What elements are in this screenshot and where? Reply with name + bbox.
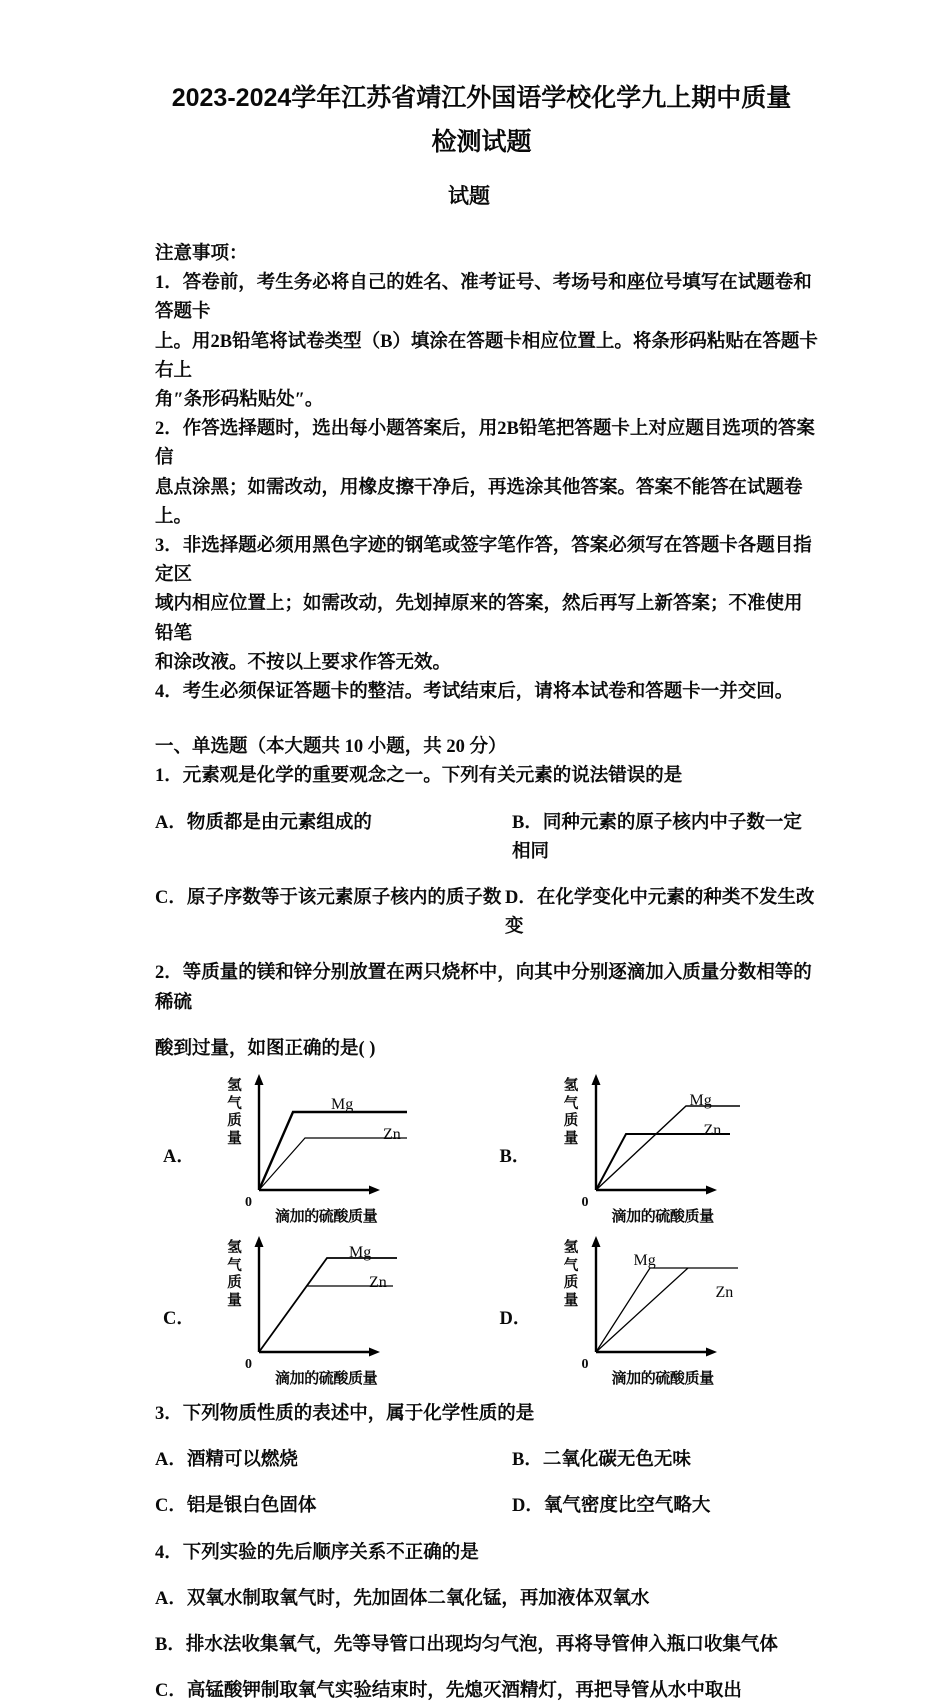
notice-line: 域内相应位置上；如需改动，先划掉原来的答案，然后再写上新答案；不准使用铅笔 [155,594,803,644]
question-3-option-b[interactable]: B．二氧化碳无色无味 [512,1450,691,1471]
graph-a-letter: A． [163,1146,195,1167]
graph-a-plot [197,1072,465,1224]
graph-d-series-label-mg: Mg [633,1252,656,1270]
graph-option-d[interactable] [482,1234,819,1386]
graph-c-series-label-zn: Zn [369,1274,387,1292]
question-1-options-row-1 [155,809,818,867]
question-3-options-row-2 [155,1492,818,1521]
question-4-option-c[interactable]: C．高锰酸钾制取氧气实验结束时，先熄灭酒精灯，再把导管从水中取出 [155,1681,742,1702]
graph-d-y-axis-label: 氢气质量 [563,1240,579,1309]
graph-a-x-axis-label: 滴加的硫酸质量 [275,1208,378,1226]
question-2-stem-line-2: 酸到过量，如图正确的是( ) [155,1038,376,1059]
notice-line: 上。用2B铅笔将试卷类型（B）填涂在答题卡相应位置上。将条形码粘贴在答题卡右上 [155,331,818,381]
graph-c-series-label-mg: Mg [349,1244,372,1262]
graph-a-y-axis-label: 氢气质量 [227,1078,242,1147]
graph-b-letter: B． [499,1146,531,1167]
question-1-options-row-2 [155,884,818,942]
document-body [0,240,950,1707]
graph-c-letter: C． [163,1308,195,1329]
question-1-option-a[interactable]: A．物质都是由元素组成的 [155,812,372,833]
graph-c-y-axis-label: 氢气质量 [227,1240,242,1309]
notice-line: 2．作答选择题时，选出每小题答案后，用2B铅笔把答题卡上对应题目选项的答案信 [155,419,815,469]
graph-option-b[interactable] [482,1072,819,1224]
section-heading-single-choice: 一、单选题（本大题共 10 小题，共 20 分） [155,737,507,758]
question-3-option-a[interactable]: A．酒精可以燃烧 [155,1450,298,1471]
graph-c-x-axis-label: 滴加的硫酸质量 [275,1370,378,1388]
question-1-option-b[interactable]: B．同种元素的原子核内中子数一定相同 [512,812,802,862]
question-4-stem: 4．下列实验的先后顺序关系不正确的是 [155,1542,479,1563]
notice-line: 角″条形码粘贴处″。 [155,390,324,411]
question-2-stem-line-1: 2．等质量的镁和锌分别放置在两只烧杯中，向其中分别逐滴加入质量分数相等的稀硫 [155,963,812,1013]
graph-b-origin-label: 0 [581,1195,589,1211]
notice-line: 息点涂黑；如需改动，用橡皮擦干净后，再选涂其他答案。答案不能答在试题卷上。 [155,477,803,527]
question-4-option-b[interactable]: B．排水法收集氧气，先等导管口出现均匀气泡，再将导管伸入瓶口收集气体 [155,1635,778,1656]
page-title: 2023-2024学年江苏省靖江外国语学校化学九上期中质量检测试题 [171,84,792,156]
notice-line: 4．考生必须保证答题卡的整洁。考试结束后，请将本试卷和答题卡一并交回。 [155,682,794,703]
question-1-option-c[interactable]: C．原子序数等于该元素原子核内的质子数 [155,888,502,909]
question-1-option-d[interactable]: D．在化学变化中元素的种类不发生改变 [505,888,815,938]
notice-heading: 注意事项： [155,244,248,264]
graph-c-origin-label: 0 [245,1357,252,1373]
question-3-option-c[interactable]: C．铝是银白色固体 [155,1496,317,1517]
graph-a-origin-label: 0 [245,1195,252,1211]
graph-b-plot [534,1072,802,1224]
question-3-stem: 3．下列物质性质的表述中，属于化学性质的是 [155,1404,535,1425]
page-subtitle: 试题 [448,185,490,208]
notice-line: 3．非选择题必须用黑色字迹的钢笔或签字笔作答，答案必须写在答题卡各题目指定区 [155,536,812,586]
question-1-stem: 1．元素观是化学的重要观念之一。下列有关元素的说法错误的是 [155,766,683,787]
question-4-option-a[interactable]: A．双氧水制取氧气时，先加固体二氧化锰，再加液体双氧水 [155,1588,650,1609]
graph-d-origin-label: 0 [581,1357,589,1373]
graph-d-letter: D． [499,1308,532,1329]
graph-row-bottom [155,1234,818,1386]
graph-option-c[interactable] [155,1234,482,1386]
spacer [155,707,818,733]
graph-b-x-axis-label: 滴加的硫酸质量 [611,1208,714,1226]
graph-d-series-label-zn: Zn [715,1284,734,1302]
graph-d-plot [534,1234,802,1386]
notice-line: 和涂改液。不按以上要求作答无效。 [155,652,452,673]
graph-b-y-axis-label: 氢气质量 [563,1078,579,1147]
graph-option-a[interactable] [155,1072,482,1224]
question-2-graph-grid [155,1072,818,1386]
graph-a-series-label-zn: Zn [383,1126,401,1144]
question-3-options-row-1 [155,1446,818,1475]
graph-b-series-label-mg: Mg [689,1092,712,1110]
graph-row-top [155,1072,818,1224]
graph-a-series-label-mg: Mg [331,1096,354,1114]
graph-c-plot [197,1234,465,1386]
graph-b-series-label-zn: Zn [703,1122,722,1140]
question-3-option-d[interactable]: D．氧气密度比空气略大 [512,1496,711,1517]
notice-line: 1．答卷前，考生务必将自己的姓名、准考证号、考场号和座位号填写在试题卷和答题卡 [155,273,812,323]
graph-d-x-axis-label: 滴加的硫酸质量 [611,1370,714,1388]
